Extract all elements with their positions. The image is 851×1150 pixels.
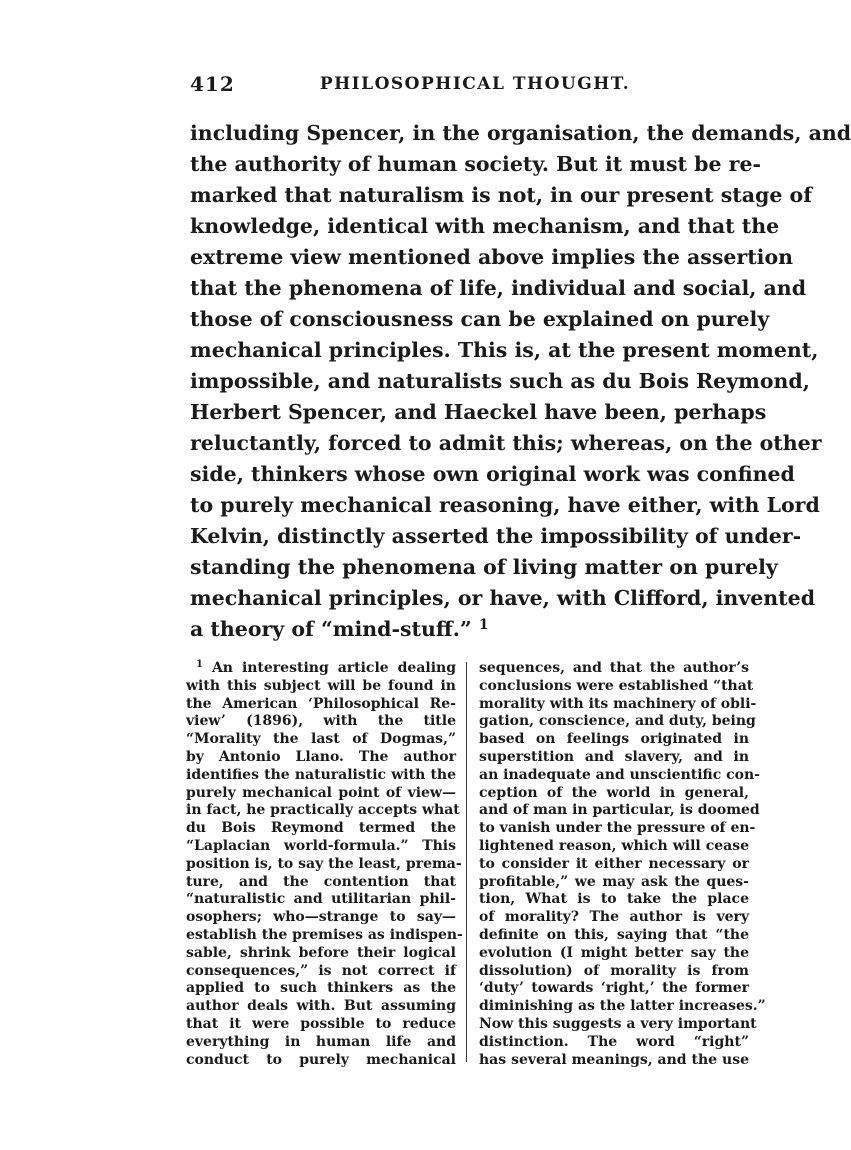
footnote-line-text: ture, and the contention that <box>186 873 456 890</box>
footnote-line-text: An interesting article dealing <box>211 660 457 676</box>
footnote-line-text: “naturalistic and utilitarian phil- <box>186 891 456 908</box>
footnote-line <box>186 731 456 749</box>
footnote-line <box>186 678 456 696</box>
body-line-text: including Spencer, in the organisation, the demands, and <box>190 121 851 145</box>
footnote-line-text: and of man in particular, is doomed <box>479 802 760 819</box>
footnote-line <box>479 766 760 785</box>
footnote-line-text: the American ‘Philosophical Re- <box>186 695 456 712</box>
footnote-line <box>479 731 749 749</box>
body-line-text: the authority of human society. But it must be re- <box>190 152 762 176</box>
footnote-line-text: evolution (I might better say the <box>479 944 749 961</box>
footnote-line <box>186 926 463 945</box>
footnote-line-text: ception of the world in general, <box>479 784 749 801</box>
footnote-line-text: Now this suggests a very important <box>479 1015 757 1032</box>
footnote-line <box>186 1016 456 1034</box>
running-title: PHILOSOPHICAL THOUGHT. <box>319 74 631 94</box>
footnote-left-column <box>186 659 463 1069</box>
body-line-text: impossible, and naturalists such as du Bois Reymond, <box>190 369 810 393</box>
footnote-line <box>479 980 749 998</box>
footnote-line-text: of morality? The author is very <box>479 909 749 926</box>
footnote-line <box>186 749 456 767</box>
body-line <box>190 273 807 304</box>
footnote-line-text: sable, shrink before their logical <box>186 944 456 961</box>
footnote-line <box>479 820 756 838</box>
footnote-line-text: profitable,” we may ask the ques- <box>479 873 749 890</box>
footnote-line-text: tion, What is to take the place <box>479 891 749 908</box>
body-line <box>190 149 760 180</box>
footnote-line <box>186 1034 456 1052</box>
body-line <box>190 180 813 211</box>
main-text <box>190 118 851 645</box>
footnote-line <box>186 838 456 856</box>
footnote-line <box>479 660 749 678</box>
footnote-line-text: morality with its machinery of obli- <box>479 695 757 712</box>
footnote-line-text: gation, conscience, and duty, being <box>479 713 756 730</box>
footnote-line-text: based on feelings originated in <box>479 731 749 748</box>
footnote-marker: 1 <box>196 659 203 670</box>
footnote-line-text: conduct to purely mechanical <box>186 1051 456 1068</box>
footnote-line <box>186 802 460 820</box>
footnote-line <box>186 696 456 714</box>
body-line <box>190 583 816 614</box>
footnote-line <box>479 963 749 981</box>
footnote-line-text: ‘duty’ towards ‘right,’ the former <box>479 980 749 997</box>
footnote-line-text: everything in human life and <box>186 1033 456 1050</box>
body-line <box>190 118 851 149</box>
column-divider <box>466 662 467 1062</box>
footnote-line <box>479 945 749 963</box>
footnote-line-text: by Antonio Llano. The author <box>186 748 456 765</box>
body-line-text: knowledge, identical with mechanism, and that the <box>190 214 780 238</box>
body-line <box>190 397 767 428</box>
footnote-line <box>186 1052 456 1070</box>
footnote-line <box>479 749 749 767</box>
footnote-line-text: definite on this, saying that “the <box>479 926 749 943</box>
footnote-line <box>186 855 462 874</box>
footnote-line <box>479 1034 749 1052</box>
body-line <box>190 459 795 490</box>
body-line-text: standing the phenomena of living matter on purely <box>190 555 778 579</box>
footnote-line <box>479 891 749 909</box>
footnote-line-text: in fact, he practically accepts what <box>186 802 460 819</box>
page-number: 412 <box>190 72 235 96</box>
footnote-line-text: position is, to say the least, prema- <box>186 855 462 872</box>
footnote-line <box>186 874 456 892</box>
body-line-text: Herbert Spencer, and Haeckel have been, perhaps <box>190 400 767 424</box>
body-line-text: extreme view mentioned above implies the assertion <box>190 245 794 269</box>
footnote-line <box>186 945 456 963</box>
footnote-line <box>479 874 749 892</box>
body-line <box>190 366 810 397</box>
footnote-line <box>479 927 749 945</box>
running-head <box>190 72 760 102</box>
footnote-line-text: author deals with. But assuming <box>186 998 456 1015</box>
footnote-line-text: conclusions were established “that <box>479 677 754 694</box>
body-line-text: mechanical principles. This is, at the present moment, <box>190 338 819 362</box>
footnote-line <box>186 660 456 678</box>
footnote-line <box>479 695 757 714</box>
body-line <box>190 304 770 335</box>
footnote-line-text: identifies the naturalistic with the <box>186 766 456 783</box>
footnote-line-text: to vanish under the pressure of en- <box>479 820 756 837</box>
footnote-line-text: “Laplacian world-formula.” This <box>186 837 456 854</box>
footnote-line <box>186 785 456 803</box>
footnote-line-text: that it were possible to reduce <box>186 1015 456 1032</box>
body-line-text: that the phenomena of life, individual and social, and <box>190 276 807 300</box>
body-line-text: reluctantly, forced to admit this; whereas, on the other <box>190 431 822 455</box>
body-line-text: those of consciousness can be explained on purely <box>190 307 770 331</box>
footnote-block <box>186 660 766 1080</box>
footnote-line <box>186 998 456 1016</box>
body-line <box>190 428 822 459</box>
footnote-line-text: “Morality the last of Dogmas,” <box>186 731 456 748</box>
footnote-line <box>186 891 456 909</box>
footnote-line-text: purely mechanical point of view— <box>186 784 456 801</box>
body-line <box>190 490 820 521</box>
footnote-line-text: dissolution) of morality is from <box>479 962 749 979</box>
footnote-line-text: du Bois Reymond termed the <box>186 820 456 837</box>
footnote-line-text: view’ (1896), with the title <box>186 713 456 730</box>
footnote-line <box>186 980 456 998</box>
footnote-line <box>479 713 756 731</box>
footnote-reference: 1 <box>478 617 489 633</box>
footnote-line-text: with this subject will be found in <box>186 677 456 694</box>
footnote-line-text: osophers; who—strange to say— <box>186 909 456 926</box>
body-line <box>190 211 780 242</box>
footnote-line <box>186 963 456 981</box>
footnote-line-text: has several meanings, and the use <box>479 1051 749 1068</box>
body-line-text: Kelvin, distinctly asserted the impossibility of under- <box>190 524 802 548</box>
footnote-line-text: applied to such thinkers as the <box>186 980 456 997</box>
footnote-line-text: establish the premises as indispen- <box>186 926 463 943</box>
footnote-line <box>479 677 754 696</box>
body-line-text: side, thinkers whose own original work was confined <box>190 462 795 486</box>
footnote-line <box>186 713 456 731</box>
footnote-line <box>186 909 456 927</box>
footnote-line-text: lightened reason, which will cease <box>479 837 749 854</box>
footnote-line <box>186 767 456 785</box>
footnote-line-text: sequences, and that the author’s <box>479 660 749 676</box>
footnote-line-text: consequences,” is not correct if <box>186 962 456 979</box>
footnote-line-text: superstition and slavery, and in <box>479 748 749 765</box>
body-line-text: mechanical principles, or have, with Clifford, invented <box>190 586 816 610</box>
footnote-line <box>479 909 749 927</box>
body-line <box>190 552 778 583</box>
footnote-line <box>479 856 749 874</box>
footnote-line-text: to consider it either necessary or <box>479 855 749 872</box>
footnote-line-text: diminishing as the latter increases.” <box>479 998 766 1015</box>
footnote-line <box>479 838 749 856</box>
footnote-line <box>479 802 760 820</box>
footnote-line <box>186 820 456 838</box>
footnote-line <box>479 1052 749 1070</box>
footnote-right-column <box>479 660 766 1069</box>
body-line-text: marked that naturalism is not, in our present stage of <box>190 183 813 207</box>
body-line <box>190 242 794 273</box>
body-line-text: a theory of “mind-stuff.” <box>190 617 472 641</box>
footnote-line <box>479 1015 757 1034</box>
body-line <box>190 335 819 366</box>
footnote-line <box>479 998 766 1016</box>
footnote-line-text: distinction. The word “right” <box>479 1033 749 1050</box>
body-line <box>190 614 760 645</box>
body-line-text: to purely mechanical reasoning, have either, with Lord <box>190 493 820 517</box>
footnote-line-text: an inadequate and unscientific con- <box>479 766 760 783</box>
footnote-line <box>479 785 749 803</box>
body-line <box>190 521 802 552</box>
